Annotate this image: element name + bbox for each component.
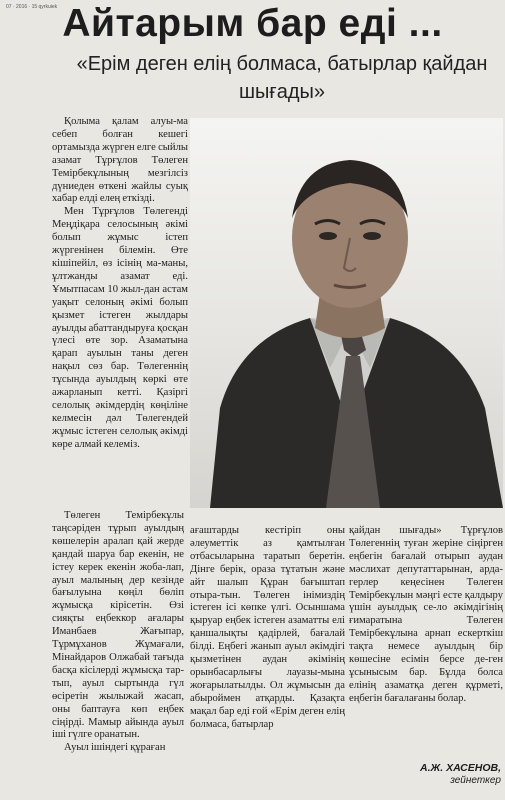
paragraph: Төлеген Темірбекұлы таңсәріден тұрып ауылдың көшелерін аралап қай жерде қандай шаруа бар екенін, не істеу керек екенін жоба-лап, ауыл малының дер кезінде бағылуына көңіл бөліп жұмысқа кірісетін. Өзі сияқты еңбеккор ағалары Иманбаев Жағыпар, Тұрмұханов Жұмағали, Мінайдаров Олжабай тағыда басқа кісілерді жұмысқа тар-тып, ауыл сыртында гүл өсіретін жылыжай жасап, оны баптауға көп еңбек сіңірді. Мамыр айында ауыл іші гүлге оранатын.: [52, 510, 184, 741]
article-column-right: [349, 525, 503, 706]
portrait-illustration: [190, 118, 503, 508]
paragraph: ағаштарды кестіріп оны әлеуметтік аз қамтылған отбасыларына таратып беретін. Дінге берік, ораза тұтатын және айт шалып Құран бағыштап отыра-тын. Төлеген інімиздің істеген ісі көпке үлгі. Осыншама қыруар еңбек істеген азаматты елі қаншалықты қадірлей, бағалай білді. Еңбегі жанып ауыл әкімдігі қызметінен аудан әкімінің орынбасарлығы лауазы-мына жоғарылатылды. Ол жұмысын да абыроймен атқарды. Қазақта мақал бар еді ғой «Ерім деген елің болмаса, батырлар: [190, 525, 345, 730]
portrait-photo: [190, 118, 503, 508]
author-signature: [420, 762, 501, 786]
subheadline: «Ерім деген елің болмаса, батырлар қайдан шығады»: [76, 53, 488, 103]
paragraph: Мен Тұрғұлов Төлегенді Меңдіқара селосының әкімі болып жұмыс істеп жүргенінен білемін. Өте кішіпейіл, өз ісінің ма-маны, ұлтжанды азамат еді. Ұмытпасам 10 жыл-дан астам уақыт селоның әкімі болып қызмет істеген жылдары ауылды абаттандыруға қосқан үлесі өте зор. Азаматына қарап ауылын таны деген нақыл сөз бар. Төлегеннің тұсында ауылдың көркі өте ажарланып кетті. Қазіргі селолық әкімдердің көңіліне келмесін дәл Төлегендей жұмыс істеген селолық әкімді көре алмай келеміз.: [52, 206, 188, 450]
author-role: зейнеткер: [450, 775, 501, 786]
author-name: А.Ж. ХАСЕНОВ,: [420, 762, 501, 774]
article-column-left-bottom: [52, 510, 184, 755]
article-column-middle: [190, 525, 345, 732]
paragraph: Ауыл ішіндегі құраған: [64, 742, 166, 754]
paragraph: қайдан шығады» Тұрғұлов Төлегеннің туған жеріне сіңірген еңбегін бағалай отырып аудан мәслихат депутаттарынан, арда-герлер кеңесінен Төлеген Темірбекұлын мәңгі есте қалдыру үшін ауылдық се-ло әкімдігінің ғимаратына Төлеген Темірбекұлына арнап ескерткіш тақта немесе ауылдың бір көшесіне есімін берсе де-ген ұсынысым бар. Бұлда болса елінің азаматқа деген құрметі, еңбегін бағалағаны болар.: [349, 525, 503, 704]
paragraph: Қолыма қалам алуы-ма себеп болған кешегі ортамызда жүрген елге сыйлы азамат Тұрғұлов Төлеген Темірбекұлының мезгілсіз дүниеден өткені жайлы суық хабар елді елең еткізді.: [52, 116, 188, 205]
headline: Айтарым бар еді ...: [62, 2, 443, 45]
page-header-info: 07 · 2016 · 15 qyrkuiek: [6, 4, 58, 10]
article-column-left-top: [52, 116, 188, 452]
